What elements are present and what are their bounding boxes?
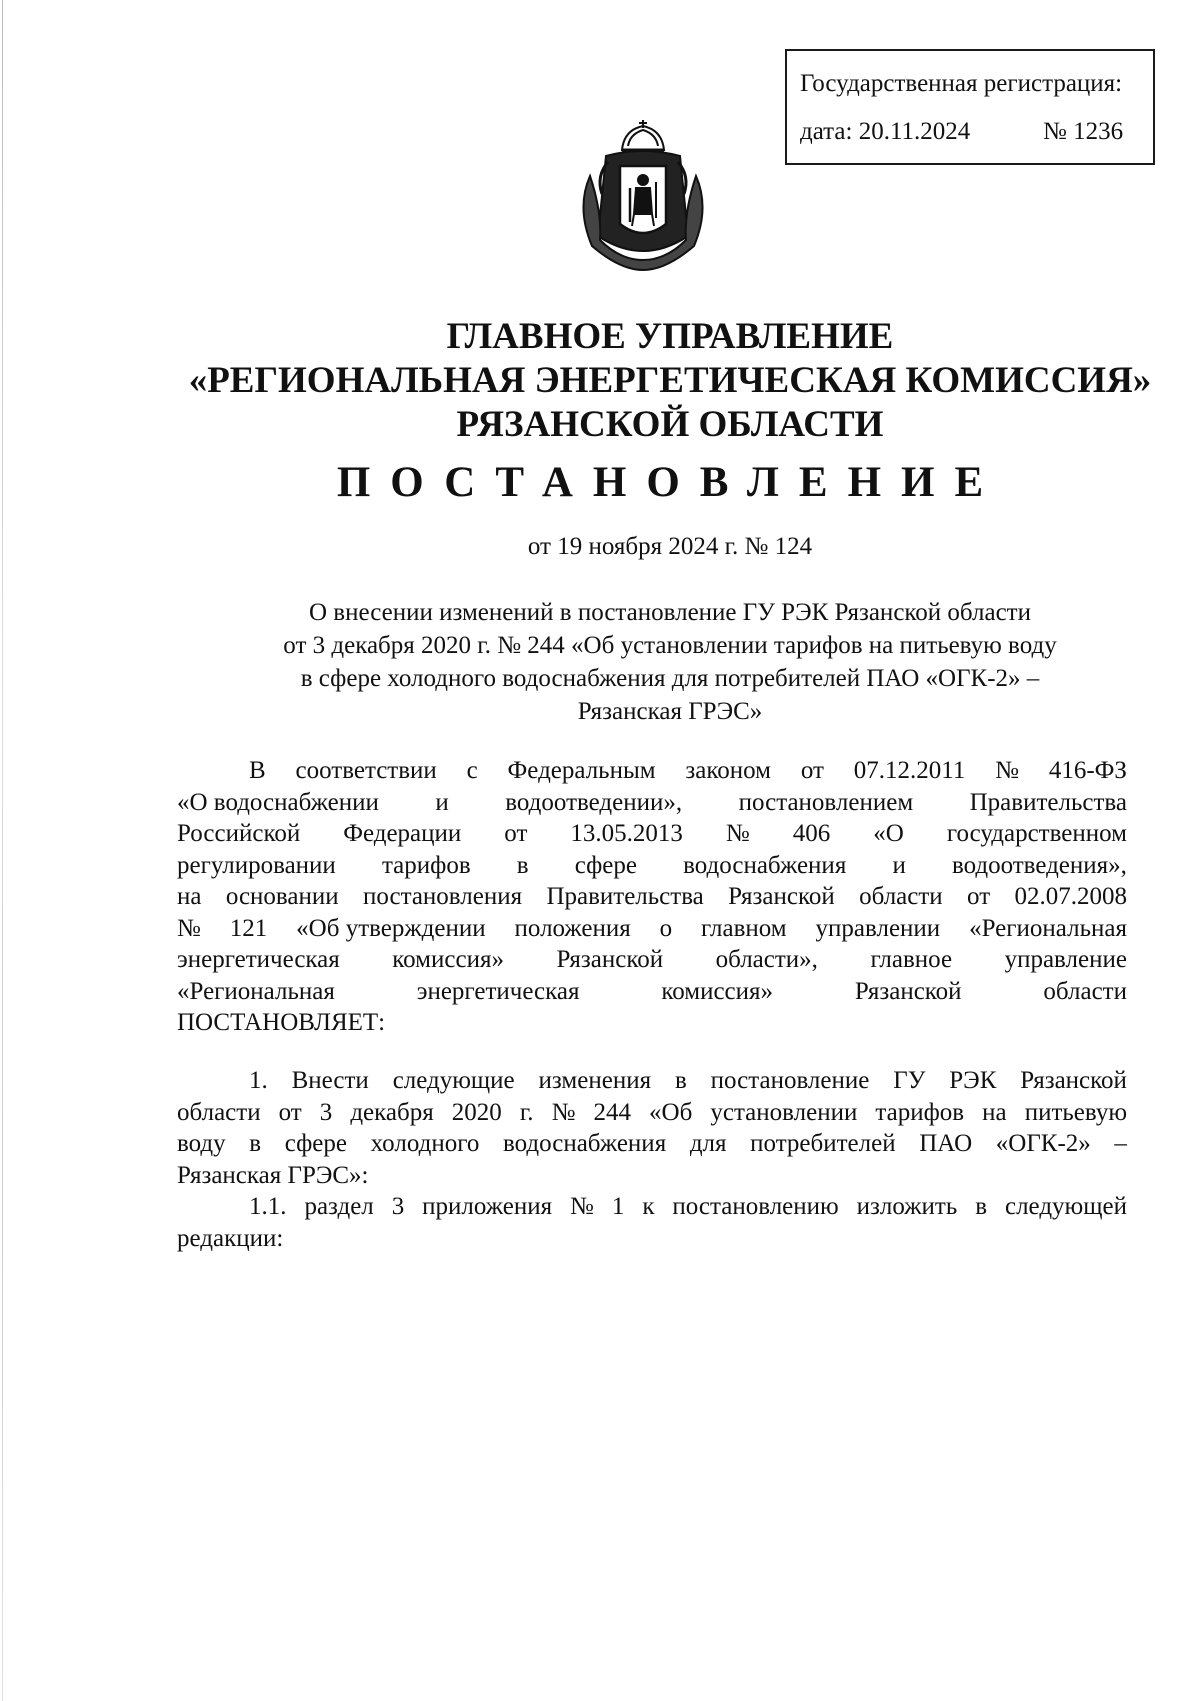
text-word: –	[1114, 1130, 1127, 1157]
text-word: области	[859, 883, 943, 910]
text-word: раздел	[304, 1193, 374, 1220]
text-word: регулировании	[177, 851, 336, 879]
subject-line: от 3 декабря 2020 г. № 244 «Об установлении тарифов на питьевую воду	[283, 632, 1057, 659]
text-word: 406	[792, 820, 831, 847]
text-word: постановление	[710, 1067, 870, 1094]
text-word: Рязанской	[1020, 1067, 1127, 1094]
text-word: Рязанской	[556, 946, 664, 973]
text-word: для	[689, 1130, 727, 1157]
text-word: главное	[870, 946, 953, 973]
text-word: №	[177, 914, 201, 942]
text-word: «О водоснабжении	[177, 788, 379, 816]
text-word: основании	[225, 883, 339, 910]
text-word: №	[725, 820, 750, 847]
text-word: Федерации	[343, 820, 462, 847]
text-word: комиссия»	[392, 946, 504, 973]
text-word: энергетическая	[177, 946, 340, 973]
text-word: управление	[1004, 946, 1127, 973]
decree-date-number: от 19 ноября 2024 г. № 124	[527, 533, 813, 560]
text-word: «О	[873, 820, 904, 847]
item-1-line-last: Рязанская ГРЭС»:	[177, 1161, 369, 1189]
registration-date: дата: 20.11.2024	[800, 118, 971, 145]
text-word: потребителей	[750, 1130, 896, 1157]
text-word: в	[249, 1130, 262, 1157]
text-word: №	[570, 1193, 594, 1220]
text-word: постановления	[362, 883, 523, 910]
text-word: №	[551, 1098, 576, 1126]
item-1-1-line-last: редакции:	[177, 1224, 284, 1252]
text-word: к	[642, 1193, 655, 1220]
text-word: с	[466, 757, 478, 784]
text-word: сфере	[574, 851, 637, 879]
text-word: «Региональная	[177, 977, 335, 1005]
text-word: соответствии	[295, 757, 437, 784]
preamble-paragraph	[177, 755, 1127, 1039]
item-1-1-line	[177, 1191, 1127, 1223]
text-word: от	[504, 820, 528, 847]
text-word: приложения	[422, 1193, 553, 1220]
text-word: и	[892, 851, 906, 879]
text-word: 13.05.2013	[570, 820, 683, 847]
text-word: водоотведения»,	[951, 851, 1127, 879]
text-word: области»,	[715, 946, 818, 973]
text-word: постановлению	[672, 1193, 839, 1220]
preamble-line	[177, 881, 1127, 913]
text-word: «ОГК-2»	[995, 1130, 1091, 1157]
preamble-line	[177, 850, 1127, 882]
text-word: «Об утверждении	[296, 914, 486, 942]
registration-stamp	[785, 49, 1155, 165]
text-word: холодного	[370, 1130, 480, 1157]
text-word: 416-ФЗ	[1048, 757, 1127, 784]
item-1-1-paragraph	[177, 1191, 1127, 1254]
preamble-line	[177, 787, 1127, 819]
subject-line: О внесении изменений в постановление ГУ РЭК Рязанской области	[309, 599, 1031, 626]
registration-number: № 1236	[1043, 118, 1124, 145]
text-word: Российской	[177, 820, 301, 847]
text-word: водоснабжения	[502, 1130, 667, 1157]
text-word: 02.07.2008	[1014, 883, 1127, 910]
text-word: на	[982, 1098, 1007, 1126]
text-word: тарифов	[381, 851, 471, 879]
preamble-line	[177, 976, 1127, 1008]
text-word: области	[1043, 977, 1127, 1005]
text-word: Рязанской	[728, 883, 835, 910]
organization-name	[100, 315, 1200, 447]
text-word: Федеральным	[507, 757, 656, 784]
text-word: водоотведении»,	[505, 788, 683, 816]
text-word: установлении	[710, 1098, 858, 1126]
text-word: №	[995, 757, 1020, 784]
text-word: от	[278, 1098, 302, 1126]
text-word: Внести	[291, 1067, 369, 1094]
text-word: от	[800, 757, 824, 784]
text-word: государственном	[946, 820, 1127, 847]
text-word: Рязанской	[854, 977, 962, 1005]
preamble-line	[177, 818, 1127, 850]
item-1-paragraph	[177, 1065, 1127, 1191]
text-word: сфере	[284, 1130, 347, 1157]
text-word: в	[674, 1067, 687, 1094]
text-word: комиссия»	[661, 977, 774, 1005]
text-word: 2020	[451, 1098, 502, 1126]
text-word: и	[435, 788, 449, 816]
text-word: от	[967, 883, 991, 910]
text-word: «Региональная	[969, 914, 1127, 942]
text-word: тарифов	[875, 1098, 965, 1126]
text-word: г.	[519, 1098, 534, 1126]
text-word: в	[516, 851, 529, 879]
preamble-line-last: ПОСТАНОВЛЯЕТ:	[177, 1009, 386, 1036]
item-1-line	[177, 1128, 1127, 1160]
scan-edge-line	[2, 0, 3, 1701]
text-word: следующей	[1004, 1193, 1127, 1220]
text-word: Правительства	[546, 883, 704, 910]
subject-line: Рязанская ГРЭС»	[577, 698, 763, 725]
text-word: 3	[391, 1193, 405, 1220]
organization-line-1: ГЛАВНОЕ УПРАВЛЕНИЕ	[446, 316, 894, 357]
text-word: изменения	[538, 1067, 652, 1094]
preamble-line	[177, 913, 1127, 945]
text-word: следующие	[392, 1067, 515, 1094]
text-word: положения	[514, 914, 631, 942]
subject-line: в сфере холодного водоснабжения для потребителей ПАО «ОГК-2» –	[300, 665, 1040, 692]
text-word: питьевую	[1024, 1098, 1127, 1126]
text-word: «Об	[649, 1098, 693, 1126]
text-word: в	[975, 1193, 988, 1220]
item-1-line	[177, 1065, 1127, 1097]
text-word: 244	[593, 1098, 631, 1126]
text-word: постановлением	[738, 788, 914, 816]
registration-title: Государственная регистрация:	[800, 70, 1123, 97]
text-word: декабря	[350, 1098, 434, 1126]
document-type-heading: ПОСТАНОВЛЕНИЕ	[336, 459, 1004, 506]
text-word: 3	[319, 1098, 333, 1126]
text-word: водоснабжения	[683, 851, 847, 879]
text-word: изложить	[856, 1193, 958, 1220]
text-word: 1	[611, 1193, 625, 1220]
text-word: Правительства	[969, 788, 1127, 816]
text-word: 1.	[249, 1067, 268, 1094]
text-word: 121	[229, 914, 268, 942]
preamble-line	[177, 944, 1127, 976]
item-1-line	[177, 1097, 1127, 1129]
organization-line-2: «РЕГИОНАЛЬНАЯ ЭНЕРГЕТИЧЕСКАЯ КОМИССИЯ»	[188, 360, 1152, 401]
text-word: о	[659, 914, 673, 942]
registration-date-row	[800, 118, 1124, 145]
text-word: главном	[701, 914, 787, 942]
text-word: управлении	[815, 914, 941, 942]
text-word: энергетическая	[416, 977, 580, 1005]
text-word: В	[249, 757, 266, 784]
text-word: на	[177, 883, 202, 910]
text-word: ПАО	[919, 1130, 973, 1157]
ryazan-coat-of-arms-icon	[568, 116, 718, 274]
text-word: РЭК	[949, 1067, 997, 1094]
text-word: 07.12.2011	[853, 757, 966, 784]
text-word: области	[177, 1098, 261, 1126]
text-word: ГУ	[893, 1067, 926, 1094]
text-word: воду	[177, 1130, 226, 1157]
text-word: законом	[685, 757, 771, 784]
preamble-line	[177, 755, 1127, 787]
organization-line-3: РЯЗАНСКОЙ ОБЛАСТИ	[456, 404, 884, 445]
decree-subject	[100, 596, 1200, 728]
text-word: 1.1.	[249, 1193, 287, 1220]
